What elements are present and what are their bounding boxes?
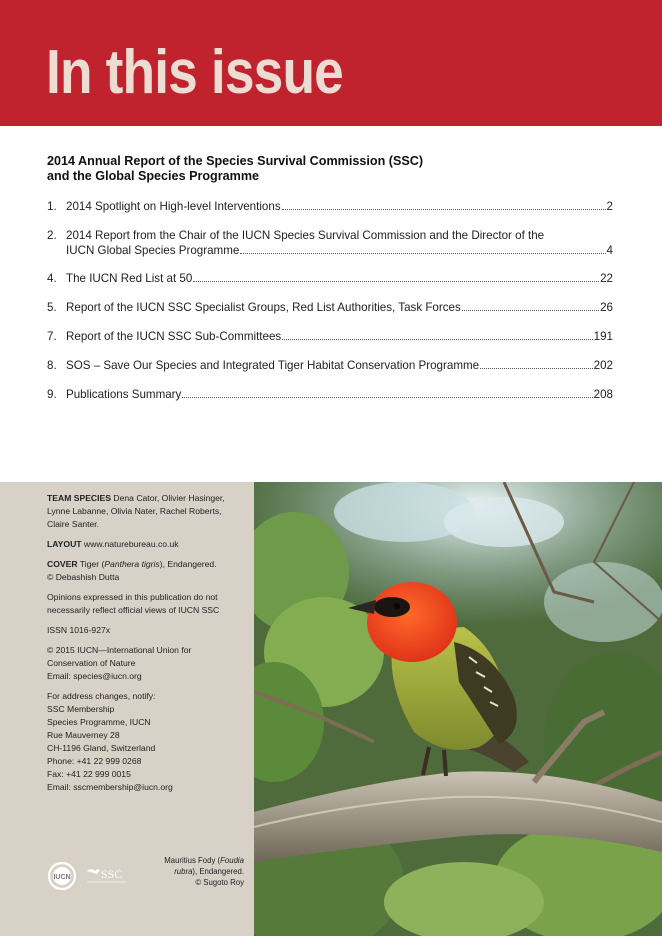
toc-label-line-1: 2014 Report from the Chair of the IUCN Species Survival Commission and the Director of the [66,229,545,242]
toc-page: 22 [600,272,613,285]
toc-number: 7. [47,330,57,343]
report-title [47,154,607,184]
toc-label: Report of the IUCN SSC Sub-Committees [66,330,282,343]
address-line: Rue Mauverney 28 [47,730,120,740]
report-title-line-2: and the Global Species Programme [47,169,260,183]
toc-label: SOS – Save Our Species and Integrated Tiger Habitat Conservation Programme [66,359,480,372]
team-label: TEAM SPECIES [47,493,111,503]
toc-leader [182,387,592,398]
toc-leader [240,243,605,254]
ssc-logo-text: SSC [101,867,123,881]
layout-credit [47,538,242,551]
toc-number: 5. [47,301,57,314]
toc-page: 202 [593,359,613,372]
toc-leader [480,358,593,369]
cover-credit [47,558,242,584]
toc-page: 208 [593,388,613,401]
toc-page: 4 [606,244,613,257]
credits-panel [0,482,254,936]
copyright [47,644,242,683]
disclaimer-line: necessarily reflect official views of IUCN SSC [47,605,220,615]
team-credit [47,492,242,531]
team-text: Dena Cator, Olivier Hasinger, Lynne Labanne, Olivia Nater, Rachel Roberts, Claire Santer. [47,493,225,529]
address-line: SSC Membership [47,704,115,714]
bird-photo [254,482,662,936]
credits-block [47,492,242,801]
toc-number: 2. [47,229,57,242]
cover-photo-credit: © Debashish Dutta [47,572,120,582]
toc-leader [282,329,592,340]
mauritius-fody-photo [254,482,662,936]
cover-status: ), Endangered. [159,559,217,569]
iucn-logo [49,863,75,889]
address-line: CH-1196 Gland, Switzerland [47,743,156,753]
toc-page: 2 [606,200,613,213]
iucn-logo-text: IUCN [53,874,71,881]
photo-caption [150,855,244,888]
issn: ISSN 1016-927x [47,625,111,635]
caption-status: ), Endangered. [192,867,244,876]
toc-number: 9. [47,388,57,401]
toc-leader [462,300,599,311]
toc-leader [282,199,606,210]
address-line: For address changes, notify: [47,691,156,701]
caption-genus: Foudia [220,856,244,865]
cover-species: Panthera tigris [104,559,160,569]
logo-group [47,856,137,896]
toc-number: 4. [47,272,57,285]
header-banner [0,0,662,126]
caption-species: rubra [174,867,193,876]
toc-label: Publications Summary [66,388,182,401]
copyright-email[interactable]: Email: species@iucn.org [47,671,142,681]
address-line: Species Programme, IUCN [47,717,151,727]
toc-label: Report of the IUCN SSC Specialist Groups, Red List Authorities, Task Forces [66,301,461,314]
toc-number: 1. [47,200,57,213]
toc-label-line-2: IUCN Global Species Programme [66,244,240,257]
toc-page: 191 [593,330,613,343]
caption-credit: © Sugoto Roy [195,878,244,887]
copyright-line: Conservation of Nature [47,658,136,668]
disclaimer-line: Opinions expressed in this publication do not [47,592,218,602]
layout-label: LAYOUT [47,539,82,549]
toc-label: 2014 Spotlight on High-level Interventions [66,200,281,213]
address-block [47,690,242,794]
cover-text: Tiger ( [77,559,105,569]
iucn-ssc-logos [47,856,147,896]
layout-text[interactable]: www.naturebureau.co.uk [81,539,179,549]
toc-leader [193,271,599,282]
report-title-line-1: 2014 Annual Report of the Species Survival Commission (SSC) [47,154,424,168]
toc-number: 8. [47,359,57,372]
toc-page: 26 [600,301,613,314]
address-fax: Fax: +41 22 999 0015 [47,769,131,779]
page-title: In this issue [46,38,343,107]
toc-label: The IUCN Red List at 50 [66,272,193,285]
address-email[interactable]: Email: sscmembership@iucn.org [47,782,173,792]
ssc-logo [87,867,127,882]
disclaimer [47,591,242,617]
cover-label: COVER [47,559,78,569]
address-phone: Phone: +41 22 999 0268 [47,756,142,766]
caption-text: Mauritius Fody ( [164,856,221,865]
copyright-line: © 2015 IUCN—International Union for [47,645,192,655]
